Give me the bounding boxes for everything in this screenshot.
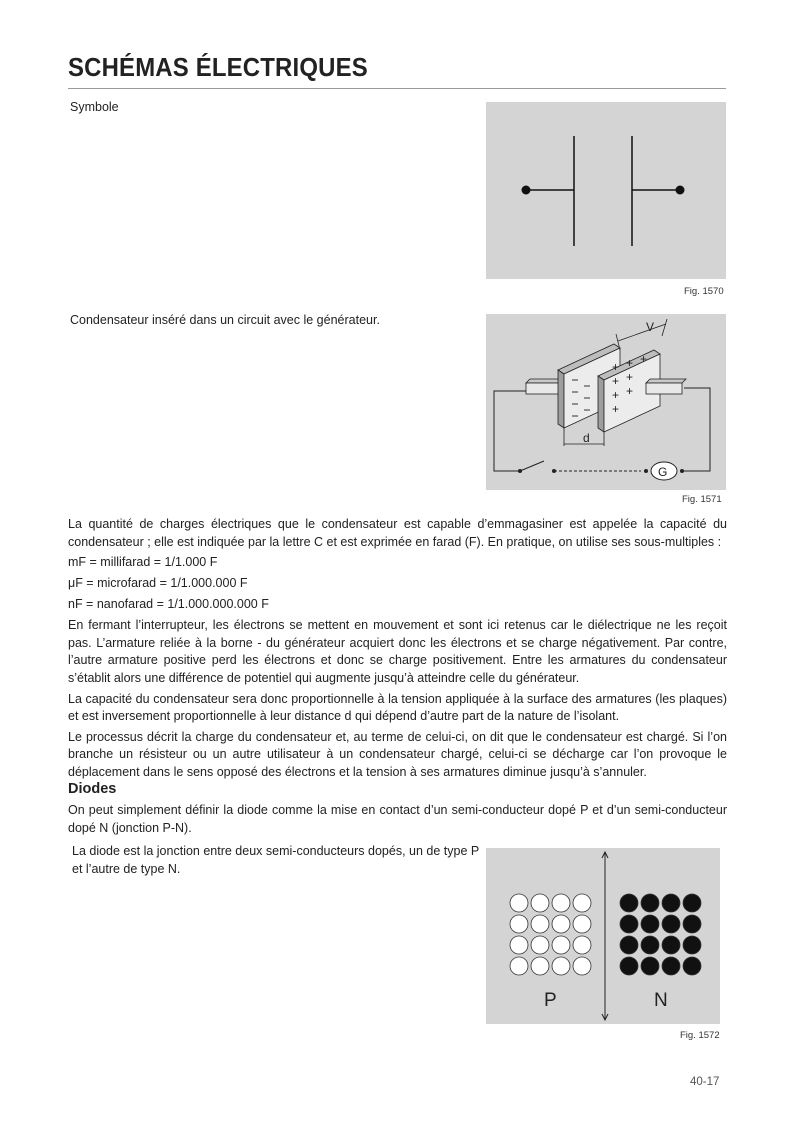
n-electron <box>620 936 638 954</box>
plus-sign: + <box>612 402 620 416</box>
p-hole <box>531 915 549 933</box>
p-hole <box>552 936 570 954</box>
fig1570-figure <box>486 102 726 279</box>
n-electron <box>683 957 701 975</box>
n-electron <box>683 894 701 912</box>
fig1571-figure <box>486 314 726 490</box>
n-electron <box>620 957 638 975</box>
section-heading-diodes: Diodes <box>68 781 117 797</box>
fig1572-label: Fig. 1572 <box>680 1030 720 1041</box>
plus-sign: + <box>640 352 648 366</box>
left-terminal <box>526 383 562 394</box>
symbol-terminal-right <box>676 186 685 195</box>
n-electron <box>641 957 659 975</box>
plus-sign: + <box>612 388 620 402</box>
n-electron <box>683 936 701 954</box>
voltage-label: V <box>646 320 655 334</box>
n-electron <box>641 915 659 933</box>
left-plate-side <box>558 370 564 428</box>
title-rule <box>68 88 726 89</box>
diodes-intro <box>68 802 727 840</box>
right-plate-side <box>598 376 604 432</box>
paragraph: La capacité du condensateur sera donc proportionnelle à la tension appliquée à la surface des armatures (les plaques) et est inversement proportionnelle à leur distance d qui dépend d’autre part de la nature de l’isolant. <box>68 691 727 724</box>
p-hole <box>573 936 591 954</box>
right-terminal-top <box>646 379 686 383</box>
page-title: SCHÉMAS ÉLECTRIQUES <box>68 52 368 82</box>
p-region-label: P <box>544 990 557 1011</box>
p-hole <box>573 894 591 912</box>
p-hole <box>510 915 528 933</box>
p-hole <box>573 957 591 975</box>
plus-sign: + <box>626 370 634 384</box>
p-hole <box>573 915 591 933</box>
n-electron <box>662 894 680 912</box>
paragraph: La quantité de charges électriques que le condensateur est capable d’emmagasiner est appelée la capacité du condensateur ; elle est indiquée par la lettre C et est exprimée en farad (F). En pratique, on utilise ses sous-multiples : <box>68 517 727 549</box>
fig1570-label: Fig. 1570 <box>684 286 724 297</box>
wire-right <box>684 388 710 471</box>
p-hole <box>510 894 528 912</box>
wire-left <box>494 391 526 471</box>
p-hole <box>510 957 528 975</box>
capacitor-explanation <box>68 516 727 785</box>
n-electron <box>641 936 659 954</box>
n-electron <box>662 915 680 933</box>
plus-sign: + <box>612 360 620 374</box>
symbol-terminal-left <box>522 186 531 195</box>
distance-label: d <box>583 431 590 445</box>
generator-node-left <box>644 469 648 473</box>
unit-line: nF = nanofarad = 1/1.000.000.000 F <box>68 597 269 612</box>
unit-line: μF = microfarad = 1/1.000.000 F <box>68 576 248 591</box>
paragraph: Le processus décrit la charge du condensateur et, au terme de celui-ci, on dit que le condensateur est chargé. Si l’on branche un résisteur ou un autre utilisateur à un condensateur chargé, celui-ci se décharge car l’on provoque le déplacement dans le sens opposé des électrons et la tension à ses armatures diminue jusqu’à s’annuler. <box>68 729 727 779</box>
capacitor-circuit-diagram <box>486 314 726 490</box>
plus-sign: + <box>612 374 620 388</box>
n-electron <box>641 894 659 912</box>
n-electron <box>662 936 680 954</box>
fig1570-intro: Symbole <box>70 100 119 114</box>
switch-icon <box>520 461 544 471</box>
switch-contact-1 <box>518 469 522 473</box>
fig1572-figure <box>486 848 720 1024</box>
fig1571-intro: Condensateur inséré dans un circuit avec le générateur. <box>70 313 380 327</box>
n-electron <box>620 915 638 933</box>
plus-sign: + <box>626 384 634 398</box>
voltage-tick-right <box>662 319 667 336</box>
p-hole <box>552 894 570 912</box>
unit-line: mF = millifarad = 1/1.000 F <box>68 555 218 570</box>
plus-sign: + <box>626 356 634 370</box>
fig1572-caption: La diode est la jonction entre deux semi-conducteurs dopés, un de type P et l’autre de type N. <box>72 844 479 876</box>
p-hole <box>510 936 528 954</box>
generator-node-right <box>680 469 684 473</box>
generator-label: G <box>658 465 668 479</box>
paragraph: On peut simplement définir la diode comme la mise en contact d’un semi-conducteur dopé P et d’un semi-conducteur dopé N (jonction P-N). <box>68 803 727 835</box>
n-electron <box>683 915 701 933</box>
n-electron <box>662 957 680 975</box>
p-hole <box>552 957 570 975</box>
n-electron <box>620 894 638 912</box>
p-hole <box>531 936 549 954</box>
fig1571-label: Fig. 1571 <box>682 494 722 505</box>
p-hole <box>531 957 549 975</box>
pn-junction-diagram <box>486 848 720 1024</box>
p-hole <box>552 915 570 933</box>
p-hole <box>531 894 549 912</box>
paragraph: En fermant l’interrupteur, les électrons se mettent en mouvement et sont ici retenus car le diélectrique ne les reçoit pas. L’armature reliée à la borne - du générateur acquiert donc les électrons et se charge négativement. Par contre, l’autre armature positive perd les électrons et donc se charge positivement. Entre les armatures du condensateur s’établit alors une différence de potentiel qui augmente jusqu’à atteindre celle du générateur. <box>68 618 727 685</box>
right-terminal <box>646 383 682 394</box>
page-number: 40-17 <box>690 1076 720 1088</box>
voltage-dimension-line <box>618 324 666 341</box>
capacitor-symbol <box>486 102 726 279</box>
n-region-label: N <box>654 990 668 1011</box>
